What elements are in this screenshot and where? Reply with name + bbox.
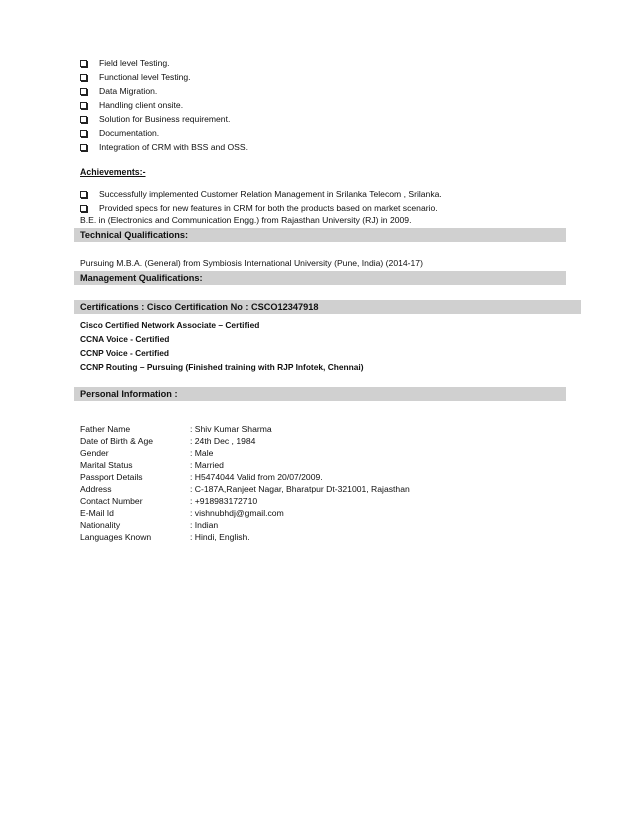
info-label: E-Mail Id xyxy=(80,508,114,518)
list-item: Provided specs for new features in CRM for both the products based on market scenario. xyxy=(80,201,442,215)
list-item: Data Migration. xyxy=(80,85,248,99)
education-line: B.E. in (Electronics and Communication Engg.) from Rajasthan University (RJ) in 2009. xyxy=(80,215,412,225)
info-row xyxy=(80,447,410,459)
info-row xyxy=(80,531,410,543)
info-label: Contact Number xyxy=(80,496,143,506)
certifications-list xyxy=(80,318,364,374)
achievements-list xyxy=(80,187,442,215)
personal-information-table xyxy=(80,423,410,543)
certification-item: CCNA Voice - Certified xyxy=(80,334,170,344)
info-value: : vishnubhdj@gmail.com xyxy=(190,508,284,518)
checkbox-bullet-icon xyxy=(80,116,87,123)
list-item: Functional level Testing. xyxy=(80,71,248,85)
info-row xyxy=(80,507,410,519)
info-label: Gender xyxy=(80,448,109,458)
list-item: Successfully implemented Customer Relation Management in Srilanka Telecom , Srilanka. xyxy=(80,187,442,201)
checkbox-bullet-icon xyxy=(80,191,87,198)
info-label: Marital Status xyxy=(80,460,133,470)
technical-qualifications-heading: Technical Qualifications: xyxy=(74,228,566,242)
achievements-heading: Achievements:- xyxy=(80,167,146,177)
info-value: : Married xyxy=(190,460,224,470)
info-label: Passport Details xyxy=(80,472,143,482)
info-value: : 24th Dec , 1984 xyxy=(190,436,256,446)
list-item: Handling client onsite. xyxy=(80,99,248,113)
list-item: Solution for Business requirement. xyxy=(80,113,248,127)
list-item: Field level Testing. xyxy=(80,57,248,71)
info-row xyxy=(80,471,410,483)
info-row xyxy=(80,435,410,447)
info-row xyxy=(80,483,410,495)
checkbox-bullet-icon xyxy=(80,60,87,67)
responsibilities-list xyxy=(80,57,248,154)
certification-item: CCNP Voice - Certified xyxy=(80,348,170,358)
list-item: Documentation. xyxy=(80,126,248,140)
info-value: : C-187A,Ranjeet Nagar, Bharatpur Dt-321001, Rajasthan xyxy=(190,484,410,494)
personal-information-heading: Personal Information : xyxy=(74,387,566,401)
info-row xyxy=(80,519,410,531)
info-row xyxy=(80,423,410,435)
info-value: : Male xyxy=(190,448,214,458)
certification-item: Cisco Certified Network Associate – Certified xyxy=(80,320,260,330)
checkbox-bullet-icon xyxy=(80,88,87,95)
info-row xyxy=(80,495,410,507)
list-item: Integration of CRM with BSS and OSS. xyxy=(80,140,248,154)
certifications-heading: Certifications : Cisco Certification No : CSCO12347918 xyxy=(74,300,581,314)
info-value: : H5474044 Valid from 20/07/2009. xyxy=(190,472,323,482)
info-value: : Indian xyxy=(190,520,219,530)
info-value: : Hindi, English. xyxy=(190,532,250,542)
checkbox-bullet-icon xyxy=(80,144,87,151)
management-qualifications-heading: Management Qualifications: xyxy=(74,271,566,285)
certification-item: CCNP Routing – Pursuing (Finished training with RJP Infotek, Chennai) xyxy=(80,362,364,372)
info-value: : +918983172710 xyxy=(190,496,258,506)
info-label: Address xyxy=(80,484,112,494)
info-label: Date of Birth & Age xyxy=(80,436,154,446)
info-value: : Shiv Kumar Sharma xyxy=(190,424,272,434)
info-label: Languages Known xyxy=(80,532,152,542)
checkbox-bullet-icon xyxy=(80,102,87,109)
checkbox-bullet-icon xyxy=(80,205,87,212)
checkbox-bullet-icon xyxy=(80,74,87,81)
info-label: Nationality xyxy=(80,520,121,530)
info-row xyxy=(80,459,410,471)
info-label: Father Name xyxy=(80,424,131,434)
technical-qualifications-line: Pursuing M.B.A. (General) from Symbiosis International University (Pune, India) (2014-17) xyxy=(80,258,423,268)
checkbox-bullet-icon xyxy=(80,130,87,137)
